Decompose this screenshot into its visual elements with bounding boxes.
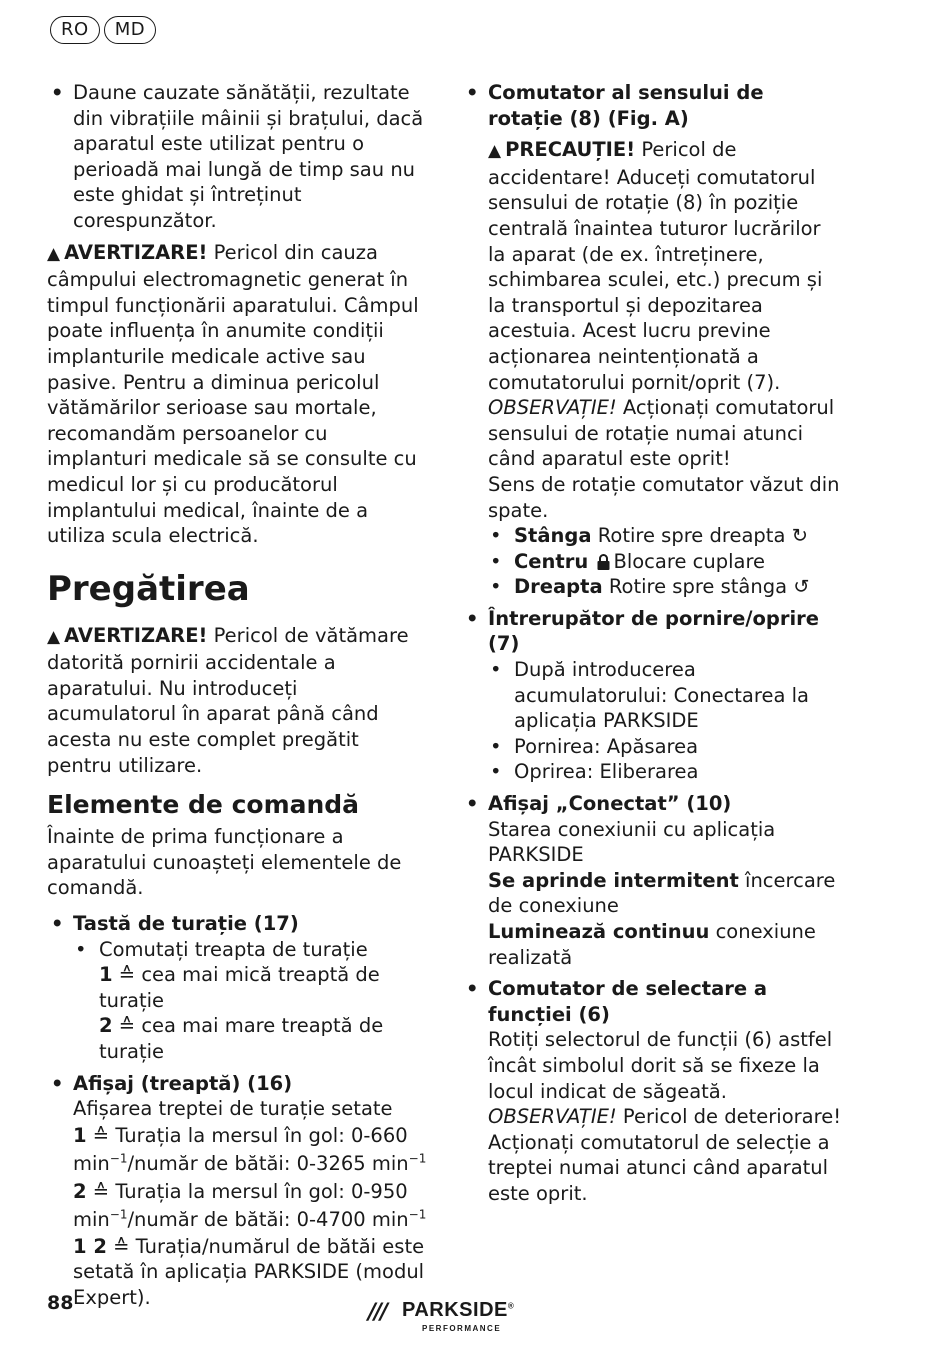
bullet-dot: • <box>490 549 502 573</box>
warning-start <box>47 623 427 779</box>
list-item <box>47 80 427 234</box>
level-text: ≙ Turația la mersul în gol: 0-950 min <box>73 1179 408 1231</box>
caution-text <box>488 137 842 395</box>
rotate-counterclockwise-icon: ↺ <box>793 575 810 599</box>
bullet-dot: • <box>51 912 64 936</box>
speed-level-1 <box>99 962 427 1013</box>
connection-steady <box>488 919 842 970</box>
sub-list-item-left <box>488 523 842 549</box>
level-number: 1 <box>99 963 113 987</box>
bullet-dot: • <box>466 977 479 1001</box>
level-number: 2 <box>99 1014 113 1038</box>
sub-item-text: Oprirea: Eliberarea <box>514 760 699 784</box>
warning-triangle-icon: ▲ <box>47 243 61 264</box>
sub-list-item-center <box>488 549 842 575</box>
state-text: încercare de conexiune <box>488 868 836 918</box>
bullet-text: Daune cauzate sănătății, rezultate din vibrațiile mâinii și brațului, dacă aparatul este utilizat pentru o perioadă mai lungă de timp sau nu este ghidat și întreținut corespunzător. <box>73 81 424 232</box>
list-item-function-selector <box>462 976 842 1206</box>
sub-item-text: După introducerea acumulatorului: Conectarea la aplicația PARKSIDE <box>514 658 809 733</box>
bullet-dot: • <box>490 734 502 758</box>
lock-icon <box>597 551 610 567</box>
bullet-dot: • <box>490 524 502 548</box>
superscript: −1 <box>408 1207 427 1222</box>
item-text: Rotiți selectorul de funcții (6) astfel încât simbolul dorit să se fixeze la locul indicat de săgeată. <box>488 1028 833 1103</box>
sub-list-item <box>488 759 842 785</box>
list-item-rotation-switch <box>462 80 842 600</box>
subsection-heading: Elemente de comandă <box>47 790 360 820</box>
note-label: OBSERVAȚIE! <box>488 1105 617 1129</box>
warning-label: AVERTIZARE! <box>64 240 208 264</box>
superscript: −1 <box>109 1207 128 1222</box>
note-text <box>488 1104 842 1206</box>
bullet-dot: • <box>490 575 502 599</box>
warning-emf <box>47 240 427 549</box>
caution-label: PRECAUȚIE! <box>505 138 636 162</box>
left-column <box>47 80 427 1311</box>
level-number: 2 <box>73 1179 87 1203</box>
list-item-power-switch <box>462 606 842 785</box>
level-text: ≙ Turația la mersul în gol: 0-660 min <box>73 1123 408 1175</box>
direction-text: Blocare cuplare <box>613 549 766 573</box>
bullet-dot: • <box>466 606 479 630</box>
direction-intro: Sens de rotație comutator văzut din spate. <box>488 472 840 522</box>
display-level-2 <box>73 1178 427 1234</box>
speed-level-2 <box>99 1013 427 1064</box>
level-text: ≙ cea mai mare treaptă de turație <box>99 1014 384 1063</box>
direction-label: Stânga <box>514 524 592 548</box>
sub-list-item <box>73 937 427 1065</box>
display-level-1 <box>73 1122 427 1178</box>
superscript: −1 <box>408 1151 427 1166</box>
rotate-clockwise-icon: ↻ <box>791 524 808 548</box>
item-title: Afișaj (treaptă) (16) <box>73 1071 293 1095</box>
level-text: ≙ cea mai mică treaptă de turație <box>99 963 380 1012</box>
logo-brand-text: PARKSIDE <box>402 1299 508 1321</box>
parkside-logo <box>368 1298 528 1338</box>
bullet-dot: • <box>51 81 64 104</box>
bullet-dot: • <box>490 760 502 784</box>
bullet-dot: • <box>51 1071 64 1095</box>
section-heading: Pregătirea <box>47 568 250 609</box>
sub-list-item-right <box>488 574 842 600</box>
warning-text: Pericol din cauza câmpului electromagnetic generat în timpul funcționării aparatului. Câmpul poate influența în anumite condiții implanturile medicale active sau pasive. Pentru a diminua pericolul vătămărilor serioase sau mortale, recomandăm persoanelor cu implanturi medicale să se consulte cu medicul lor și cu producătorul implantului medical, înainte de a utiliza scula electrică. <box>47 240 419 548</box>
language-badge-md: MD <box>104 16 156 44</box>
item-text: Afișarea treptei de turație setate <box>73 1097 393 1121</box>
direction-text: Rotire spre dreapta <box>591 524 792 548</box>
bullet-dot: • <box>466 81 479 104</box>
state-text: conexiune realizată <box>488 920 816 969</box>
sub-list-item <box>488 657 842 734</box>
right-column <box>462 80 842 1207</box>
page-number: 88 <box>47 1292 74 1314</box>
intro-text: Înainte de prima funcționare a aparatului cunoașteți elementele de comandă. <box>47 825 402 900</box>
sub-item-text: Comutați treapta de turație <box>99 937 368 961</box>
level-number: 1 2 <box>73 1234 107 1258</box>
direction-text: Rotire spre stânga <box>602 575 794 599</box>
warning-label: AVERTIZARE! <box>64 623 208 647</box>
item-title: Tastă de turație (17) <box>73 912 299 936</box>
bullet-dot: • <box>466 792 479 816</box>
note-label: OBSERVAȚIE! <box>488 396 617 420</box>
language-badges <box>50 16 156 44</box>
item-title: Comutator de selectare a funcției (6) <box>488 977 768 1026</box>
level-text: /număr de bătăi: 0-3265 min <box>127 1151 409 1175</box>
note-body: Acționați comutatorul sensului de rotație numai atunci când aparatul este oprit! <box>488 396 835 471</box>
level-text: /număr de bătăi: 0-4700 min <box>127 1207 409 1231</box>
list-item-display-level <box>47 1071 427 1311</box>
warning-triangle-icon: ▲ <box>47 626 61 647</box>
superscript: −1 <box>109 1151 128 1166</box>
language-badge-ro: RO <box>50 16 100 44</box>
logo-subtitle: PERFORMANCE <box>422 1324 502 1333</box>
item-title: Comutator al sensului de rotație (8) (Fig. A) <box>488 81 764 130</box>
caution-body: Pericol de accidentare! Aduceți comutatorul sensului de rotație (8) în poziție centrală înaintea tuturor lucrărilor la aparat (de ex. întreținere, schimbarea sculei, etc.) precum și la transportul și depozitarea acestuia. Acest lucru previne acționarea neintenționată a comutatorului pornit/oprit (7). <box>488 138 823 394</box>
sub-item-text: Pornirea: Apăsarea <box>514 734 699 758</box>
direction-label: Dreapta <box>514 575 603 599</box>
sub-list-item <box>488 734 842 760</box>
note-body: Pericol de deteriorare! Acționați comutatorul de selecție a treptei numai atunci când aparatul este oprit. <box>488 1105 842 1205</box>
logo-brand <box>402 1299 514 1322</box>
connection-blinking <box>488 868 842 919</box>
list-item-connected-display <box>462 791 842 970</box>
warning-triangle-icon: ▲ <box>488 141 502 162</box>
note-text <box>488 395 842 472</box>
state-label: Se aprinde intermitent <box>488 868 739 892</box>
item-title: Afișaj „Conectat” (10) <box>488 792 732 816</box>
state-label: Luminează continuu <box>488 920 710 943</box>
warning-text: Pericol de vătămare datorită pornirii accidentale a aparatului. Nu introduceți acumulatorul în aparat până când acesta nu este complet pregătit pentru utilizare. <box>47 623 409 777</box>
bullet-dot: • <box>75 937 87 961</box>
item-title: Întrerupător de pornire/oprire (7) <box>488 606 820 656</box>
logo-slashes: /// <box>368 1300 387 1325</box>
level-text: ≙ Turația/numărul de bătăi este setată în aplicația PARKSIDE (modul Expert). <box>73 1234 425 1309</box>
list-item-speed-key <box>47 911 427 1065</box>
direction-label: Centru <box>514 549 589 573</box>
bullet-dot: • <box>490 658 502 682</box>
logo-registered: ® <box>507 1301 515 1311</box>
item-text: Starea conexiunii cu aplicația PARKSIDE <box>488 817 776 867</box>
level-number: 1 <box>73 1123 87 1147</box>
